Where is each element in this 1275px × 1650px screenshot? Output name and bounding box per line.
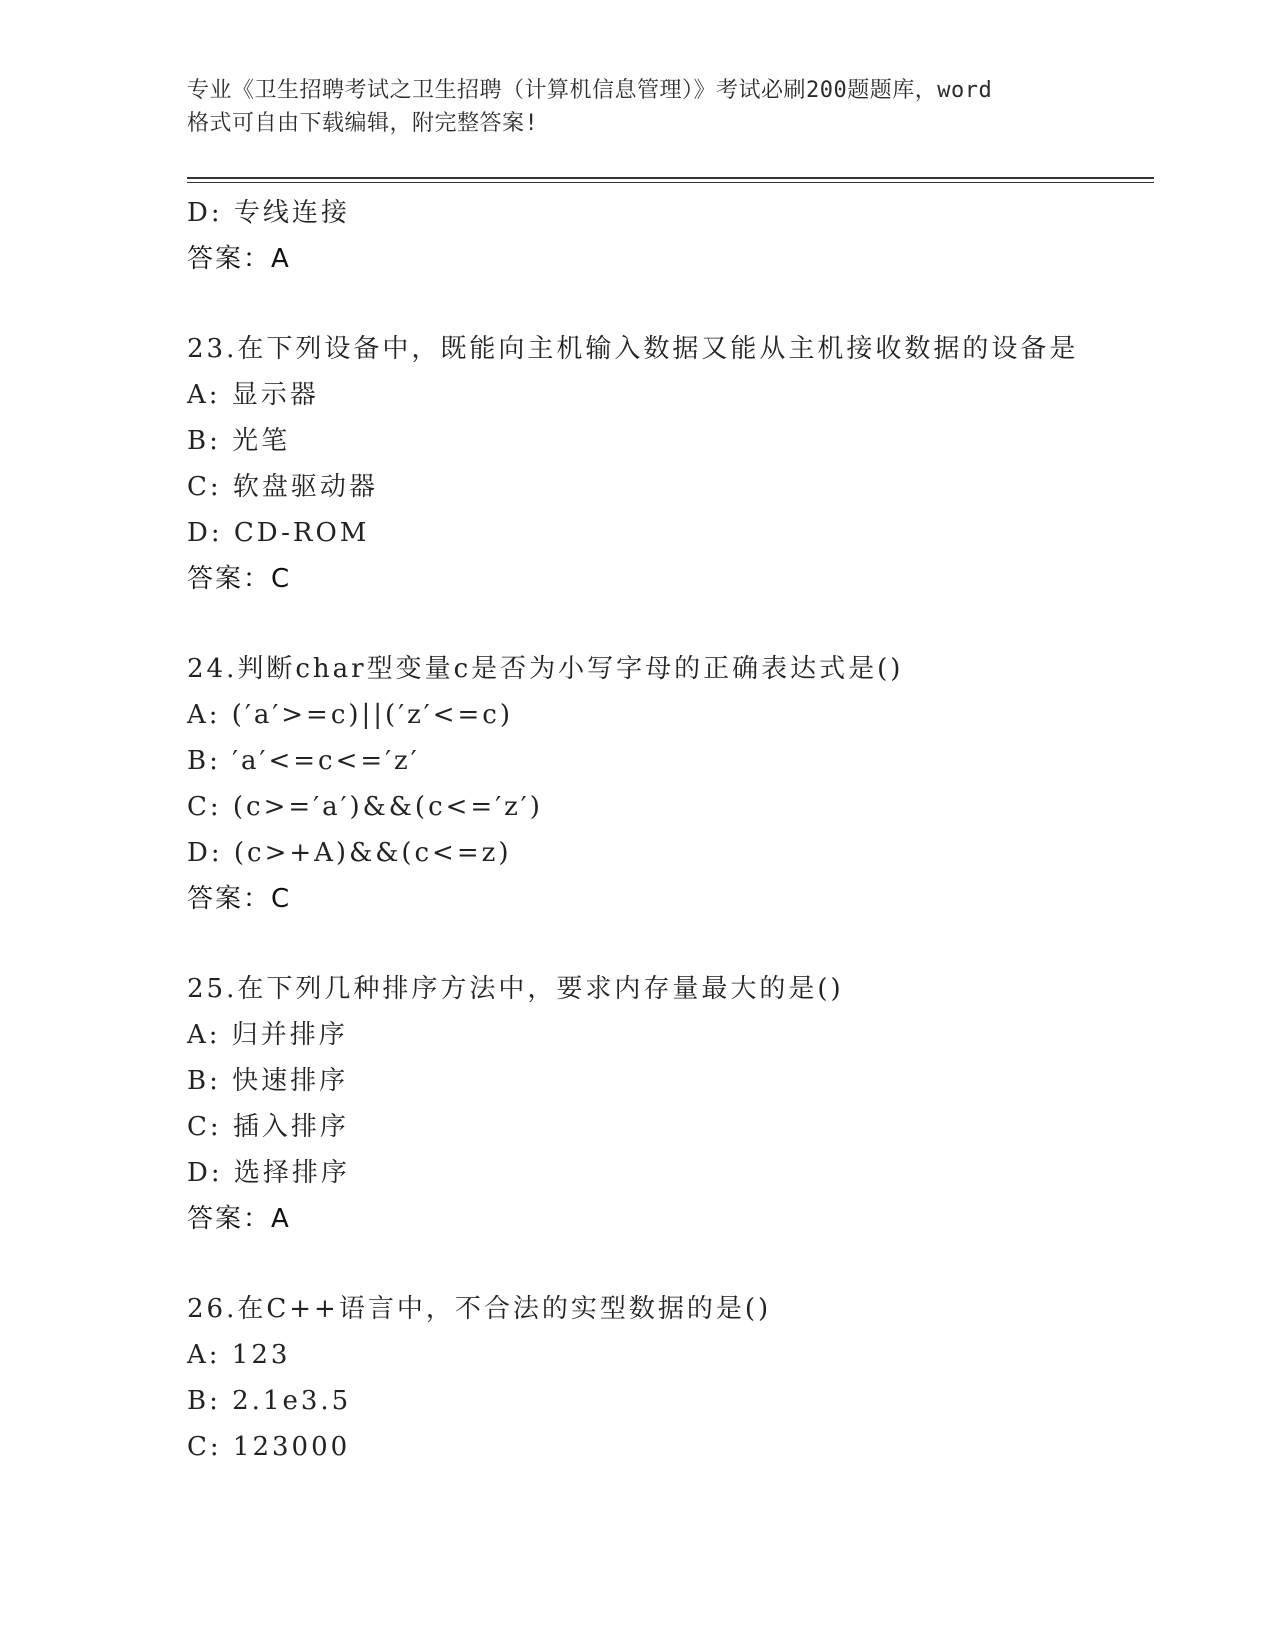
- question-24: [187, 646, 1147, 922]
- answer-line: 答案：C: [187, 884, 292, 914]
- option-a: A: 归并排序: [187, 1020, 348, 1050]
- option-b: B: 光笔: [187, 426, 291, 456]
- spacer: [187, 282, 1147, 326]
- option-c: C: (c>=′a′)&&(c<=′z′): [187, 792, 543, 822]
- option-a: A: 显示器: [187, 380, 319, 410]
- header-divider-thin: [187, 182, 1154, 183]
- option-d: D: (c>+A)&&(c<=z): [187, 838, 512, 868]
- question-stem: 23.在下列设备中，既能向主机输入数据又能从主机接收数据的设备是: [187, 334, 1079, 364]
- option-a: A: 123: [187, 1340, 291, 1370]
- header-divider-thick: [187, 177, 1154, 179]
- option-c: C: 软盘驱动器: [187, 472, 378, 502]
- option-d: D: 选择排序: [187, 1158, 350, 1188]
- option-d: D: CD-ROM: [187, 518, 370, 548]
- option-c: C: 123000: [187, 1432, 351, 1462]
- answer-line: 答案：A: [187, 244, 291, 274]
- option-b: B: ′a′<=c<=′z′: [187, 746, 420, 776]
- spacer: [187, 1242, 1147, 1286]
- option-a: A: (′a′>=c)||(′z′<=c): [187, 700, 513, 730]
- question-23: [187, 326, 1147, 602]
- header-line-2: 格式可自由下载编辑，附完整答案!: [187, 111, 539, 136]
- spacer: [187, 922, 1147, 966]
- option-c: C: 插入排序: [187, 1112, 349, 1142]
- question-25: [187, 966, 1147, 1242]
- question-stem: 24.判断char型变量c是否为小写字母的正确表达式是(): [187, 654, 904, 684]
- question-stem: 25.在下列几种排序方法中，要求内存量最大的是(): [187, 974, 844, 1004]
- question-26: [187, 1286, 1147, 1470]
- document-header: [187, 74, 1087, 140]
- option-b: B: 2.1e3.5: [187, 1386, 352, 1416]
- question-list: [187, 190, 1147, 1470]
- header-line-1: 专业《卫生招聘考试之卫生招聘（计算机信息管理）》考试必刷200题题库，word: [187, 78, 993, 103]
- spacer: [187, 602, 1147, 646]
- question-stem: 26.在C++语言中，不合法的实型数据的是(): [187, 1294, 772, 1324]
- question-22-tail: [187, 190, 1147, 282]
- option-b: B: 快速排序: [187, 1066, 349, 1096]
- answer-line: 答案：C: [187, 564, 292, 594]
- answer-line: 答案：A: [187, 1204, 291, 1234]
- option-d: D: 专线连接: [187, 198, 350, 228]
